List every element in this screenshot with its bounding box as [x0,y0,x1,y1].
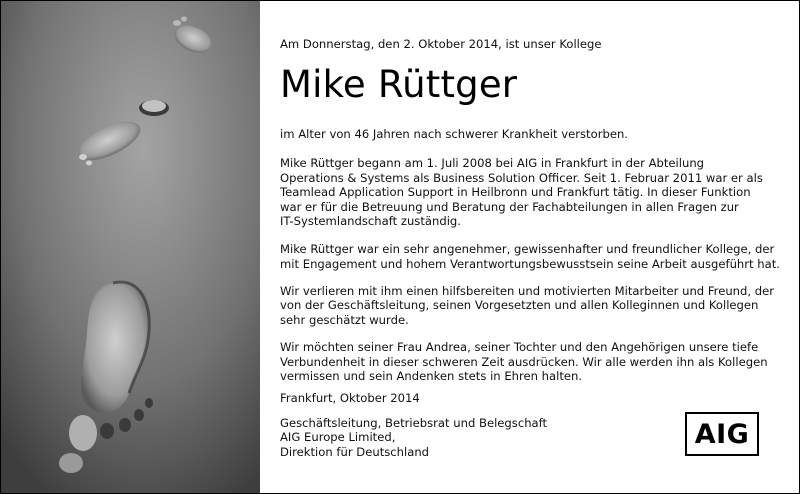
text-line: Verbundenheit in dieser schweren Zeit ausdrücken. Wir alle werden ihn als Kollegen [280,355,768,369]
text-line: sehr geschätzt wurde. [280,313,409,327]
place-date: Frankfurt, Oktober 2014 [280,391,420,405]
aig-logo-text: AIG [694,418,750,450]
text-line: Wir möchten seiner Frau Andrea, seiner Tochter und den Angehörigen unsere tiefe [280,340,759,354]
text-line: Mike Rüttger begann am 1. Juli 2008 bei AIG in Frankfurt in der Abteilung [280,156,705,170]
signature-line: Geschäftsleitung, Betriebsrat und Belegschaft [280,416,548,430]
text-line: war er für die Betreuung und Beratung der Fachabteilungen in allen Fragen zur [280,200,739,214]
text-line: von der Geschäftsleitung, seinen Vorgesetzten und allen Kolleginnen und Kollegen [280,298,759,312]
deceased-name: Mike Rüttger [280,63,518,106]
footprint-heel [139,100,169,116]
text-line: Teamlead Application Support in Heilbronn und Frankfurt tätig. In dieser Funktion [280,185,751,199]
text-line: mit Engagement und hohem Verantwortungsbewusstsein seine Arbeit ausgeführt hat. [280,257,780,271]
text-line: Mike Rüttger war ein sehr angenehmer, gewissenhafter und freundlicher Kollege, der [280,242,775,256]
signature-line: Direktion für Deutschland [280,445,430,459]
footprints-photo [1,1,260,493]
intro-line: Am Donnerstag, den 2. Oktober 2014, ist unser Kollege [280,37,602,51]
age-line: im Alter von 46 Jahren nach schwerer Krankheit verstorben. [280,127,628,141]
text-line: IT-Systemlandschaft zuständig. [280,214,461,228]
text-line: Wir verlieren mit ihm einen hilfsbereiten und motivierten Mitarbeiter und Freund, der [280,284,775,298]
signature-line: AIG Europe Limited, [280,430,396,444]
text-line: vermissen und sein Andenken stets in Ehren halten. [280,369,583,383]
aig-logo [685,412,759,456]
text-line: Operations & Systems als Business Solution Officer. Seit 1. Februar 2011 war er als [280,171,763,185]
footprints-illustration [1,1,260,493]
